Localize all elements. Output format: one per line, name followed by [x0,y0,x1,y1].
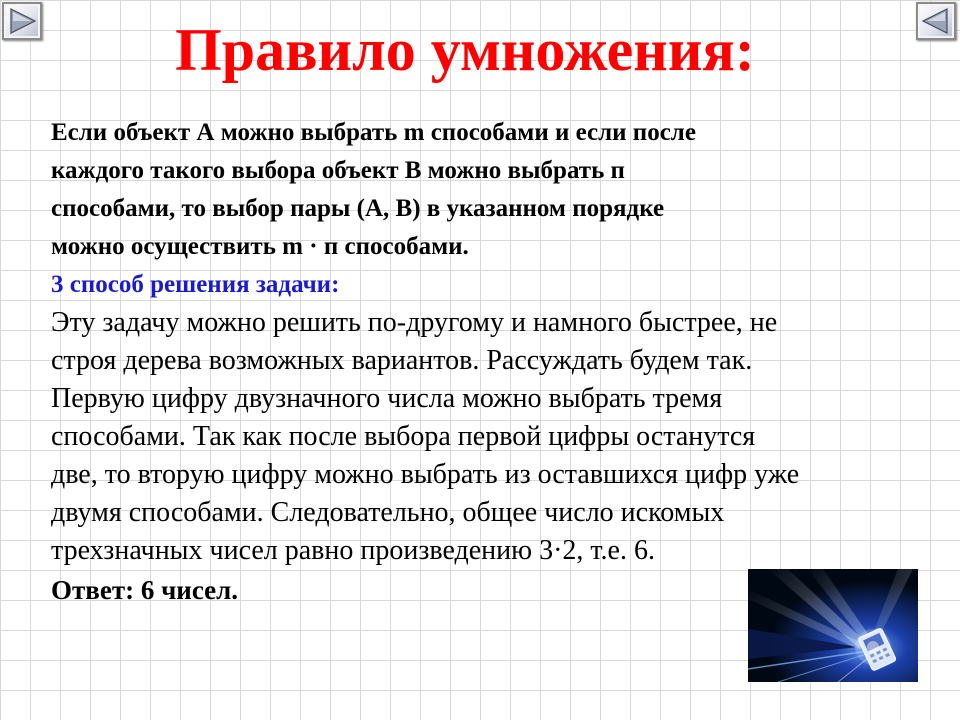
solution-line: строя дерева возможных вариантов. Рассуждать будем так. [51,345,753,376]
solution-line: Первую цифру двузначного числа можно выбрать тремя [51,383,723,414]
solution-text [51,304,931,570]
slide-title: Правило умножения: [175,17,755,83]
rule-line: Если объект А можно выбрать m способами и если после [51,119,696,146]
solution-line: способами. Так как после выбора первой цифры останутся [51,421,756,452]
solution-line: трехзначных чисел равно произведению 3·2, т.е. 6. [51,535,655,566]
solution-line: двумя способами. Следовательно, общее число искомых [51,497,725,528]
rule-line: способами, то выбор пары (А, В) в указанном порядке [51,195,665,222]
answer-text: Ответ: 6 чисел. [51,575,239,605]
solution-line: две, то вторую цифру можно выбрать из оставшихся цифр уже [51,459,800,490]
method-heading: 3 способ решения задачи: [51,271,340,298]
slide-body [51,114,931,610]
rule-line: можно осуществить m · п способами. [51,233,469,260]
technology-illustration [748,569,918,682]
rule-statement [51,114,931,266]
rule-line: каждого такого выбора объект В можно выбрать п [51,157,625,184]
solution-line: Эту задачу можно решить по-другому и намного быстрее, не [51,307,778,338]
